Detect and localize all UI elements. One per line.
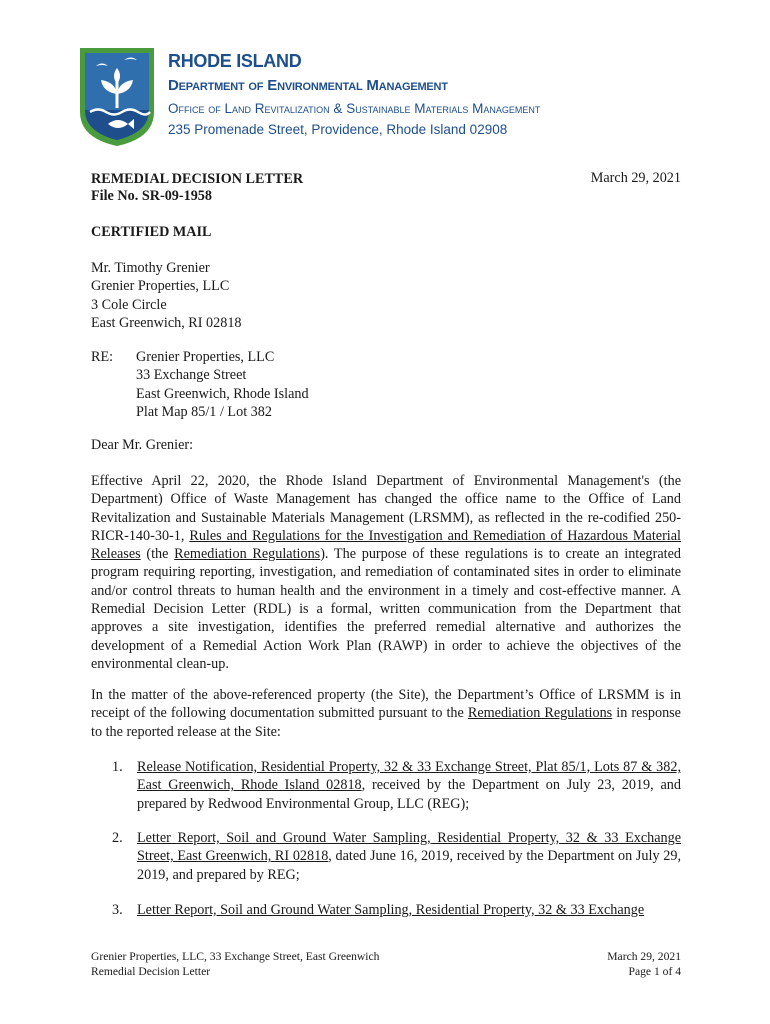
footer-property: Grenier Properties, LLC, 33 Exchange Street, East Greenwich <box>91 950 380 963</box>
document-details: , dated June 16, 2019, received by the Department on July 29, 2019, and prepared by REG; <box>137 848 681 883</box>
regulations-short-title: Remediation Regulations <box>467 705 613 722</box>
footer-right <box>540 950 681 979</box>
re-label: RE: <box>91 349 114 365</box>
recipient-line: East Greenwich, RI 02818 <box>91 314 242 331</box>
file-number: File No. SR-09-1958 <box>91 188 212 204</box>
document-title: Release Notification, Residential Property, 32 & 33 Exchange Street, Plat 85/1, Lots 87 & 382, East Greenwich, Rhode Island 02818 <box>137 759 681 794</box>
footer-doc-type: Remedial Decision Letter <box>91 964 211 978</box>
re-line: Grenier Properties, LLC <box>136 349 275 365</box>
recipient-address <box>91 259 681 332</box>
delivery-method: CERTIFIED MAIL <box>91 224 212 240</box>
para-text: in response to the reported release at the Site: <box>91 705 681 740</box>
recipient-line: Mr. Timothy Grenier <box>91 260 210 276</box>
document-title: Letter Report, Soil and Ground Water Sampling, Residential Property, 32 & 33 Exchange <box>137 902 645 918</box>
ri-dem-seal-logo <box>78 46 156 148</box>
re-line: East Greenwich, Rhode Island <box>136 385 309 402</box>
para-text: Effective April 22, 2020, the Rhode Island Department of Environmental Management's (the Department) Office of Waste Management has changed the office name to the Office of Land Revitalization and Sustainable Materials Management (LRSMM), as reflected in the re-codified 250-RICR-140-30-1, <box>91 473 681 544</box>
re-line: 33 Exchange Street <box>136 367 247 384</box>
letter-title: REMEDIAL DECISION LETTER <box>91 171 304 187</box>
regulations-title: Rules and Regulations for the Investigation and Remediation of Hazardous Material Releases <box>91 527 681 563</box>
re-line: Plat Map 85/1 / Lot 382 <box>136 403 272 420</box>
paragraph-intro <box>91 472 681 673</box>
recipient-line: Grenier Properties, LLC <box>91 278 230 295</box>
list-number: 3. <box>112 902 123 918</box>
regulations-short-title: Remediation Regulations <box>174 546 321 563</box>
recipient-line: 3 Cole Circle <box>91 296 167 313</box>
office-address: 235 Promenade Street, Providence, Rhode Island 02908 <box>168 122 508 137</box>
paragraph-receipt <box>91 686 681 741</box>
letter-date: March 29, 2021 <box>590 170 681 186</box>
office-name: Office of Land Revitalization & Sustainable Materials Management <box>168 101 541 116</box>
document-list-item <box>112 901 681 919</box>
list-number: 1. <box>112 759 123 775</box>
re-subject <box>136 348 536 421</box>
para-text: In the matter of the above-referenced property (the Site), the Department’s Office of LRSMM is in receipt of the following documentation submitted pursuant to the <box>91 687 681 722</box>
list-number: 2. <box>112 830 123 846</box>
footer-date: March 29, 2021 <box>607 950 681 963</box>
page-number: Page 1 of 4 <box>628 964 681 978</box>
agency-name: RHODE ISLAND <box>168 51 302 71</box>
department-name: Department of Environmental Management <box>168 77 448 94</box>
document-title: Letter Report, Soil and Ground Water Sampling, Residential Property, 32 & 33 Exchange Street, East Greenwich, RI 02818 <box>137 830 681 865</box>
para-text: ). The purpose of these regulations is to create an integrated program requiring reporting, investigation, and remediation of contaminated sites in order to eliminate and/or control threats to human health and the environment in a timely and cost-effective manner. A Remedial Decision Letter (RDL) is a formal, written communication from the Department that approves a site investigation, identifies the preferred remedial alternative and authorizes the development of a Remedial Action Work Plan (RAWP) in order to achieve the objectives of the environmental clean-up. <box>91 546 681 672</box>
para-text: (the <box>140 546 175 563</box>
salutation: Dear Mr. Grenier: <box>91 437 194 453</box>
document-details: , received by the Department on July 23, 2019, and prepared by Redwood Environmental Group, LLC (REG); <box>137 777 681 812</box>
document-list-item <box>112 829 681 884</box>
document-list-item <box>112 758 681 813</box>
footer-left <box>91 950 379 979</box>
